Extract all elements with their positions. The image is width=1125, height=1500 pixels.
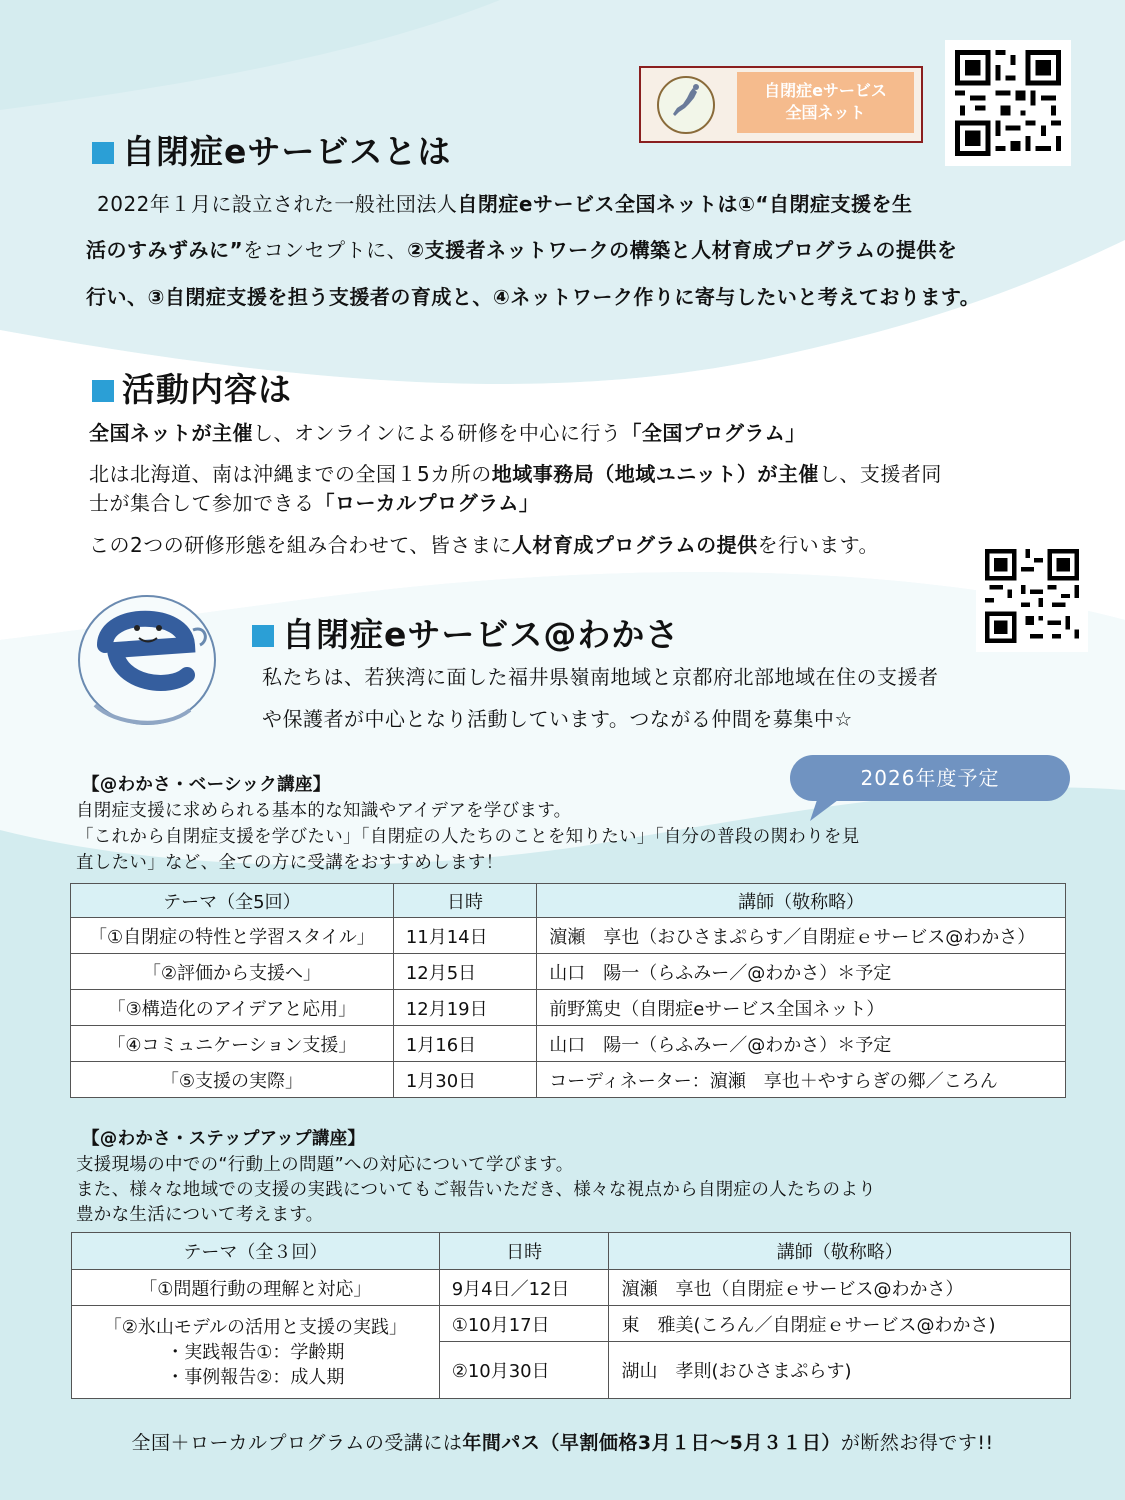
stepup-desc-3: 豊かな生活について考えます。 — [76, 1205, 324, 1225]
activities-text-bold: 「全国プログラム」 — [621, 421, 806, 445]
row-lecturer: コーディネーター：濵瀬 享也＋やすらぎの郷／ころん — [537, 1062, 1066, 1098]
qr-code[interactable] — [945, 40, 1071, 166]
basic-desc-2: 「これから自閉症支援を学びたい」「自閉症の人たちのことを知りたい」「自分の普段の関わりを見 — [76, 827, 860, 847]
annual-pass-note — [0, 1428, 1125, 1455]
row-date: 1月16日 — [393, 1026, 536, 1062]
wakasa-text: や保護者が中心となり活動しています。つながる仲間を募集中☆ — [262, 707, 853, 731]
row-lecturer: 山口 陽一（らふみー／@わかさ）＊予定 — [537, 954, 1066, 990]
row-theme-multiline — [72, 1306, 440, 1399]
basic-course-table — [70, 883, 1066, 1098]
activities-text: この2つの研修形態を組み合わせて、皆さまに — [89, 533, 512, 557]
activities-text-bold: 地域事務局（地域ユニット）が主催 — [491, 462, 819, 486]
about-line-2 — [86, 234, 957, 263]
logo-wordmark — [737, 72, 914, 133]
japan-map-icon — [657, 76, 715, 134]
row-date: 1月30日 — [393, 1062, 536, 1098]
row-date: 12月5日 — [393, 954, 536, 990]
about-line-3 — [86, 281, 980, 310]
row-theme-sub: ・事例報告②：成人期 — [166, 1366, 345, 1388]
table-header-row — [72, 1233, 1071, 1270]
wakasa-text: 私たちは、若狭湾に面した福井県嶺南地域と京都府北部地域在住の支援者 — [262, 665, 939, 689]
heading-about — [92, 126, 451, 173]
table-row — [71, 990, 1066, 1026]
schedule-bubble — [790, 755, 1070, 801]
about-text: をコンセプトに、 — [243, 238, 408, 262]
activities-line-1 — [89, 417, 806, 446]
row-theme: 「①問題行動の理解と対応」 — [72, 1270, 440, 1306]
row-lecturer: 濵瀬 享也（自閉症ｅサービス@わかさ） — [609, 1270, 1071, 1306]
about-text: 2022年１月に設立された一般社団法人 — [97, 192, 458, 216]
heading-about-text: 自閉症eサービスとは — [122, 132, 452, 171]
activities-text: 士が集合して参加できる — [89, 491, 315, 515]
basic-title: 【@わかさ・ベーシック講座】 — [82, 775, 331, 795]
row-theme: 「②氷山モデルの活用と支援の実践」 — [103, 1316, 407, 1338]
row-theme: 「③構造化のアイデアと応用」 — [71, 990, 394, 1026]
row-lecturer: 湖山 孝則(おひさまぷらす) — [609, 1342, 1071, 1399]
header-theme: テーマ（全３回） — [72, 1233, 440, 1270]
row-date: 11月14日 — [393, 918, 536, 954]
stepup-desc-2: また、様々な地域での支援の実践についてもご報告いただき、様々な視点から自閉症の人たちのより — [76, 1180, 876, 1200]
activities-line-4 — [89, 529, 879, 558]
stepup-course-table — [71, 1232, 1071, 1399]
basic-desc-1: 自閉症支援に求められる基本的な知識やアイデアを学びます。 — [76, 801, 572, 821]
activities-text: し、オンラインによる研修を中心に行う — [253, 421, 622, 445]
header-theme: テーマ（全5回） — [71, 884, 394, 918]
heading-square-icon — [92, 380, 114, 402]
footer-text: が断然お得です!! — [840, 1432, 994, 1454]
table-header-row — [71, 884, 1066, 918]
stepup-desc-1: 支援現場の中での“行動上の問題”への対応について学びます。 — [76, 1155, 574, 1175]
about-text-bold: 自閉症eサービス全国ネットは①“自閉症支援を生 — [457, 192, 913, 216]
activities-line-3 — [89, 487, 539, 516]
activities-text-bold: 「ローカルプログラム」 — [314, 491, 540, 515]
table-row — [71, 954, 1066, 990]
row-lecturer: 東 雅美(ころん／自閉症ｅサービス@わかさ) — [609, 1306, 1071, 1342]
row-lecturer: 前野篤史（自閉症eサービス全国ネット） — [537, 990, 1066, 1026]
row-lecturer: 山口 陽一（らふみー／@わかさ）＊予定 — [537, 1026, 1066, 1062]
row-date: ②10月30日 — [439, 1342, 609, 1399]
logo-line2: 全国ネット — [785, 103, 866, 122]
logo-line1: 自閉症eサービス — [764, 81, 887, 100]
bubble-tail-icon — [810, 791, 850, 821]
about-line-1 — [97, 188, 913, 217]
row-date: 9月4日／12日 — [439, 1270, 609, 1306]
table-row — [71, 1026, 1066, 1062]
row-theme: 「④コミュニケーション支援」 — [71, 1026, 394, 1062]
footer-text: 全国＋ローカルプログラムの受講には — [131, 1432, 463, 1454]
header-lecturer: 講師（敬称略） — [609, 1233, 1071, 1270]
table-row — [72, 1306, 1071, 1342]
wakasa-line-2 — [262, 703, 853, 732]
wakasa-line-1 — [262, 661, 939, 690]
about-text-bold: 活のすみずみに” — [86, 238, 244, 262]
header-date: 日時 — [393, 884, 536, 918]
about-text-bold: ②支援者ネットワークの構築と人材育成プログラムの提供を — [407, 238, 958, 262]
row-date: 12月19日 — [393, 990, 536, 1026]
heading-activities — [92, 364, 292, 411]
footer-text-bold: 年間パス（早割価格3月１日～5月３１日） — [462, 1432, 841, 1454]
row-theme: 「①自閉症の特性と学習スタイル」 — [71, 918, 394, 954]
row-lecturer: 濵瀬 享也（おひさまぷらす／自閉症ｅサービス@わかさ） — [537, 918, 1066, 954]
schedule-bubble-text: 2026年度予定 — [860, 766, 1000, 790]
mascot-logo — [75, 590, 225, 735]
activities-text-bold: 人材育成プログラムの提供 — [511, 533, 758, 557]
heading-square-icon — [92, 142, 114, 164]
header-lecturer: 講師（敬称略） — [537, 884, 1066, 918]
qr-code-wakasa[interactable] — [976, 540, 1088, 652]
row-date: ①10月17日 — [439, 1306, 609, 1342]
heading-activities-text: 活動内容は — [122, 370, 292, 409]
stepup-title: 【@わかさ・ステップアップ講座】 — [82, 1129, 366, 1149]
table-row — [72, 1270, 1071, 1306]
activities-text: 北は北海道、南は沖縄までの全国１5カ所の — [89, 462, 492, 486]
activities-text: を行います。 — [757, 533, 880, 557]
heading-wakasa — [252, 609, 679, 656]
heading-square-icon — [252, 625, 274, 647]
org-logo — [639, 66, 923, 143]
heading-wakasa-text: 自閉症eサービス@わかさ — [282, 615, 680, 654]
basic-desc-3: 直したい」など、全ての方に受講をおすすめします！ — [76, 853, 504, 873]
activities-text: し、支援者同 — [818, 462, 942, 486]
activities-text-bold: 全国ネットが主催 — [89, 421, 253, 445]
about-text-bold: 行い、③自閉症支援を担う支援者の育成と、④ネットワーク作りに寄与したいと考えております。 — [86, 285, 981, 309]
activities-line-2 — [89, 458, 942, 487]
row-theme: 「⑤支援の実際」 — [71, 1062, 394, 1098]
table-row — [71, 1062, 1066, 1098]
table-row — [71, 918, 1066, 954]
row-theme-sub: ・実践報告①：学齢期 — [166, 1341, 345, 1363]
row-theme: 「②評価から支援へ」 — [71, 954, 394, 990]
header-date: 日時 — [439, 1233, 609, 1270]
